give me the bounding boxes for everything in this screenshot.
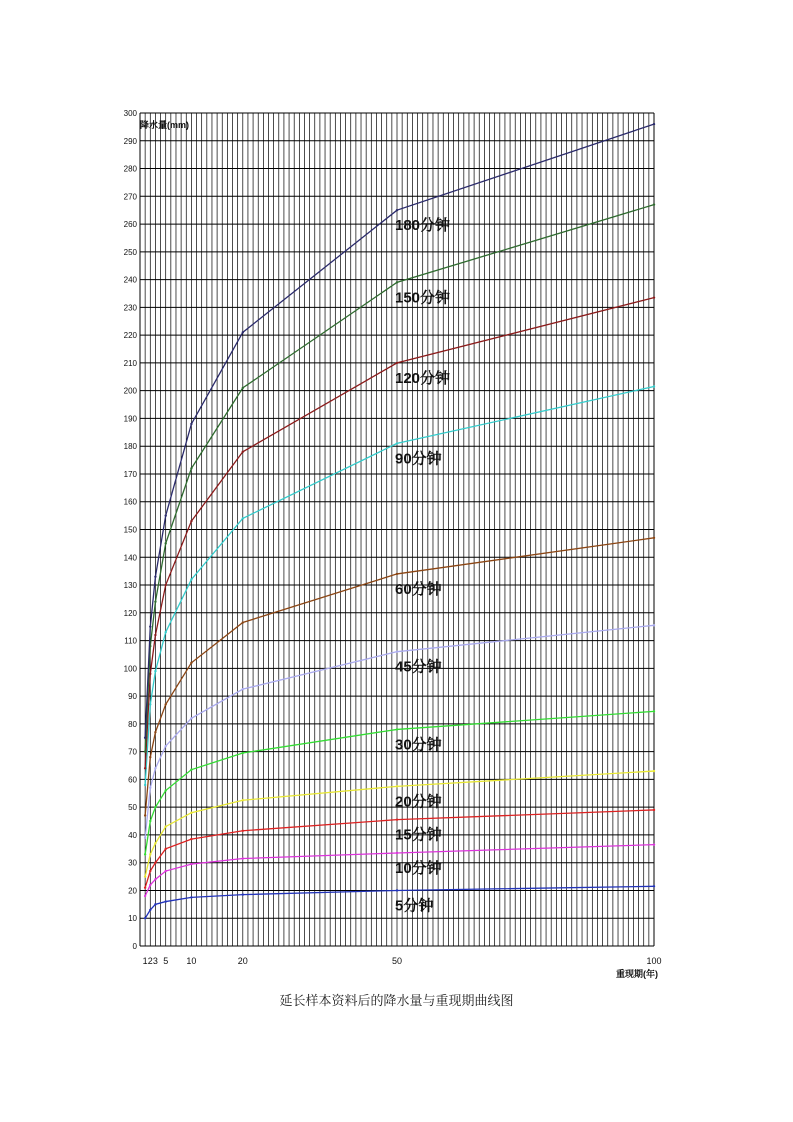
series-point bbox=[653, 385, 655, 387]
series-point bbox=[144, 895, 146, 897]
series-point bbox=[653, 624, 655, 626]
series-point bbox=[154, 842, 156, 844]
y-tick-label: 110 bbox=[124, 636, 137, 646]
series-point bbox=[190, 662, 192, 664]
x-tick-label: 2 bbox=[147, 956, 153, 966]
y-tick-label: 80 bbox=[128, 719, 137, 729]
y-tick-label: 90 bbox=[128, 692, 137, 702]
series-point bbox=[149, 820, 151, 822]
series-point bbox=[242, 752, 244, 754]
x-tick-label: 50 bbox=[391, 956, 403, 966]
series-point bbox=[190, 423, 192, 425]
series-label: 30分钟 bbox=[395, 736, 442, 754]
series-point bbox=[653, 123, 655, 125]
y-tick-label: 230 bbox=[123, 303, 137, 313]
series-point bbox=[154, 731, 156, 733]
y-tick-label: 250 bbox=[123, 247, 137, 257]
x-tick-label: 5 bbox=[163, 956, 169, 966]
series-label: 20分钟 bbox=[395, 793, 442, 811]
x-tick-label: 100 bbox=[646, 956, 662, 966]
series-point bbox=[154, 903, 156, 905]
y-tick-label: 170 bbox=[123, 469, 137, 479]
series-point bbox=[144, 886, 146, 888]
y-tick-label: 120 bbox=[123, 608, 137, 618]
y-tick-label: 30 bbox=[128, 858, 137, 868]
series-point bbox=[149, 787, 151, 789]
series-point bbox=[165, 584, 167, 586]
series-point bbox=[242, 799, 244, 801]
series-label: 10分钟 bbox=[395, 859, 442, 877]
series-point bbox=[144, 853, 146, 855]
y-tick-label: 220 bbox=[123, 331, 137, 341]
series-point bbox=[190, 467, 192, 469]
y-tick-label: 200 bbox=[123, 386, 137, 396]
y-tick-label: 190 bbox=[123, 414, 137, 424]
y-tick-label: 160 bbox=[123, 497, 137, 507]
grid-layer bbox=[140, 113, 654, 946]
y-tick-label: 130 bbox=[123, 581, 137, 591]
series-point bbox=[653, 885, 655, 887]
series-point bbox=[242, 857, 244, 859]
figure-caption: 延长样本资料后的降水量与重现期曲线图 bbox=[279, 994, 514, 1009]
series-point bbox=[154, 806, 156, 808]
series-point bbox=[242, 387, 244, 389]
series-label: 180分钟 bbox=[395, 217, 451, 235]
x-tick-label: 10 bbox=[186, 956, 197, 966]
series-point bbox=[154, 862, 156, 864]
series-label: 15分钟 bbox=[395, 826, 442, 844]
series-point bbox=[154, 600, 156, 602]
series-line bbox=[145, 538, 654, 816]
series-point bbox=[653, 203, 655, 205]
y-tick-label: 240 bbox=[123, 275, 137, 285]
series-point bbox=[653, 710, 655, 712]
series-point bbox=[242, 331, 244, 333]
series-point bbox=[154, 670, 156, 672]
series-point bbox=[653, 843, 655, 845]
series-point bbox=[144, 784, 146, 786]
series-point bbox=[190, 812, 192, 814]
series-point bbox=[242, 688, 244, 690]
series-point bbox=[144, 767, 146, 769]
x-tick-label: 20 bbox=[237, 956, 248, 966]
series-point bbox=[190, 838, 192, 840]
series-point bbox=[165, 825, 167, 827]
series-point bbox=[154, 634, 156, 636]
series-point bbox=[149, 909, 151, 911]
series-point bbox=[190, 896, 192, 898]
series-point bbox=[144, 750, 146, 752]
series-point bbox=[165, 514, 167, 516]
series-point bbox=[396, 889, 398, 891]
y-tick-label: 140 bbox=[123, 553, 137, 563]
series-point bbox=[242, 451, 244, 453]
series-point bbox=[154, 767, 156, 769]
y-tick-label: 210 bbox=[123, 358, 137, 368]
series-point bbox=[154, 878, 156, 880]
series-point bbox=[242, 517, 244, 519]
series-label: 60分钟 bbox=[395, 580, 442, 598]
y-tick-label: 260 bbox=[123, 220, 137, 230]
y-tick-label: 0 bbox=[132, 942, 137, 951]
series-point bbox=[396, 852, 398, 854]
x-axis-title: 重现期(年) bbox=[616, 969, 658, 979]
series-point bbox=[396, 650, 398, 652]
series-point bbox=[165, 900, 167, 902]
series-point bbox=[190, 768, 192, 770]
series-point bbox=[149, 625, 151, 627]
series-point bbox=[165, 870, 167, 872]
series-point bbox=[396, 281, 398, 283]
series-point bbox=[165, 745, 167, 747]
series-point bbox=[653, 770, 655, 772]
y-tick-label: 50 bbox=[128, 803, 137, 813]
series-point bbox=[144, 814, 146, 816]
series-point bbox=[144, 917, 146, 919]
series-point bbox=[242, 621, 244, 623]
series-point bbox=[653, 296, 655, 298]
series-point bbox=[165, 789, 167, 791]
series-point bbox=[190, 578, 192, 580]
series-point bbox=[653, 809, 655, 811]
y-tick-label: 40 bbox=[128, 830, 137, 840]
series-point bbox=[149, 853, 151, 855]
x-tick-label: 1 bbox=[142, 956, 148, 966]
y-axis-title: 降水量(mm) bbox=[140, 120, 189, 130]
y-tick-label: 280 bbox=[123, 164, 137, 174]
y-tick-label: 300 bbox=[123, 109, 137, 118]
series-point bbox=[396, 785, 398, 787]
y-tick-label: 100 bbox=[123, 664, 137, 674]
series-point bbox=[190, 717, 192, 719]
series-point bbox=[653, 537, 655, 539]
series-point bbox=[396, 209, 398, 211]
series-point bbox=[144, 737, 146, 739]
series-label: 120分钟 bbox=[395, 369, 451, 387]
y-tick-label: 60 bbox=[128, 775, 137, 785]
series-point bbox=[165, 542, 167, 544]
series-point bbox=[165, 848, 167, 850]
series-point bbox=[165, 631, 167, 633]
series-point bbox=[396, 442, 398, 444]
series-point bbox=[149, 870, 151, 872]
series-label: 90分钟 bbox=[395, 450, 442, 468]
series-point bbox=[190, 863, 192, 865]
y-tick-label: 10 bbox=[128, 914, 137, 924]
series-point bbox=[154, 576, 156, 578]
series-point bbox=[396, 818, 398, 820]
y-tick-label: 150 bbox=[123, 525, 137, 535]
y-tick-label: 70 bbox=[128, 747, 137, 757]
y-tick-label: 20 bbox=[128, 886, 137, 896]
series-point bbox=[165, 703, 167, 705]
series-point bbox=[149, 884, 151, 886]
series-point bbox=[144, 875, 146, 877]
series-point bbox=[144, 837, 146, 839]
series-point bbox=[242, 830, 244, 832]
y-tick-label: 180 bbox=[123, 442, 137, 452]
y-tick-label: 290 bbox=[123, 136, 137, 146]
series-line bbox=[145, 298, 654, 769]
series-point bbox=[190, 520, 192, 522]
series-label: 45分钟 bbox=[395, 658, 442, 676]
series-point bbox=[149, 703, 151, 705]
series-point bbox=[396, 362, 398, 364]
series-point bbox=[396, 728, 398, 730]
series-point bbox=[242, 893, 244, 895]
series-line bbox=[145, 124, 654, 738]
series-point bbox=[396, 573, 398, 575]
series-label: 5分钟 bbox=[395, 897, 434, 915]
x-tick-label: 3 bbox=[152, 956, 158, 966]
series-label: 150分钟 bbox=[395, 289, 451, 307]
series-point bbox=[149, 756, 151, 758]
y-tick-label: 270 bbox=[123, 192, 137, 202]
